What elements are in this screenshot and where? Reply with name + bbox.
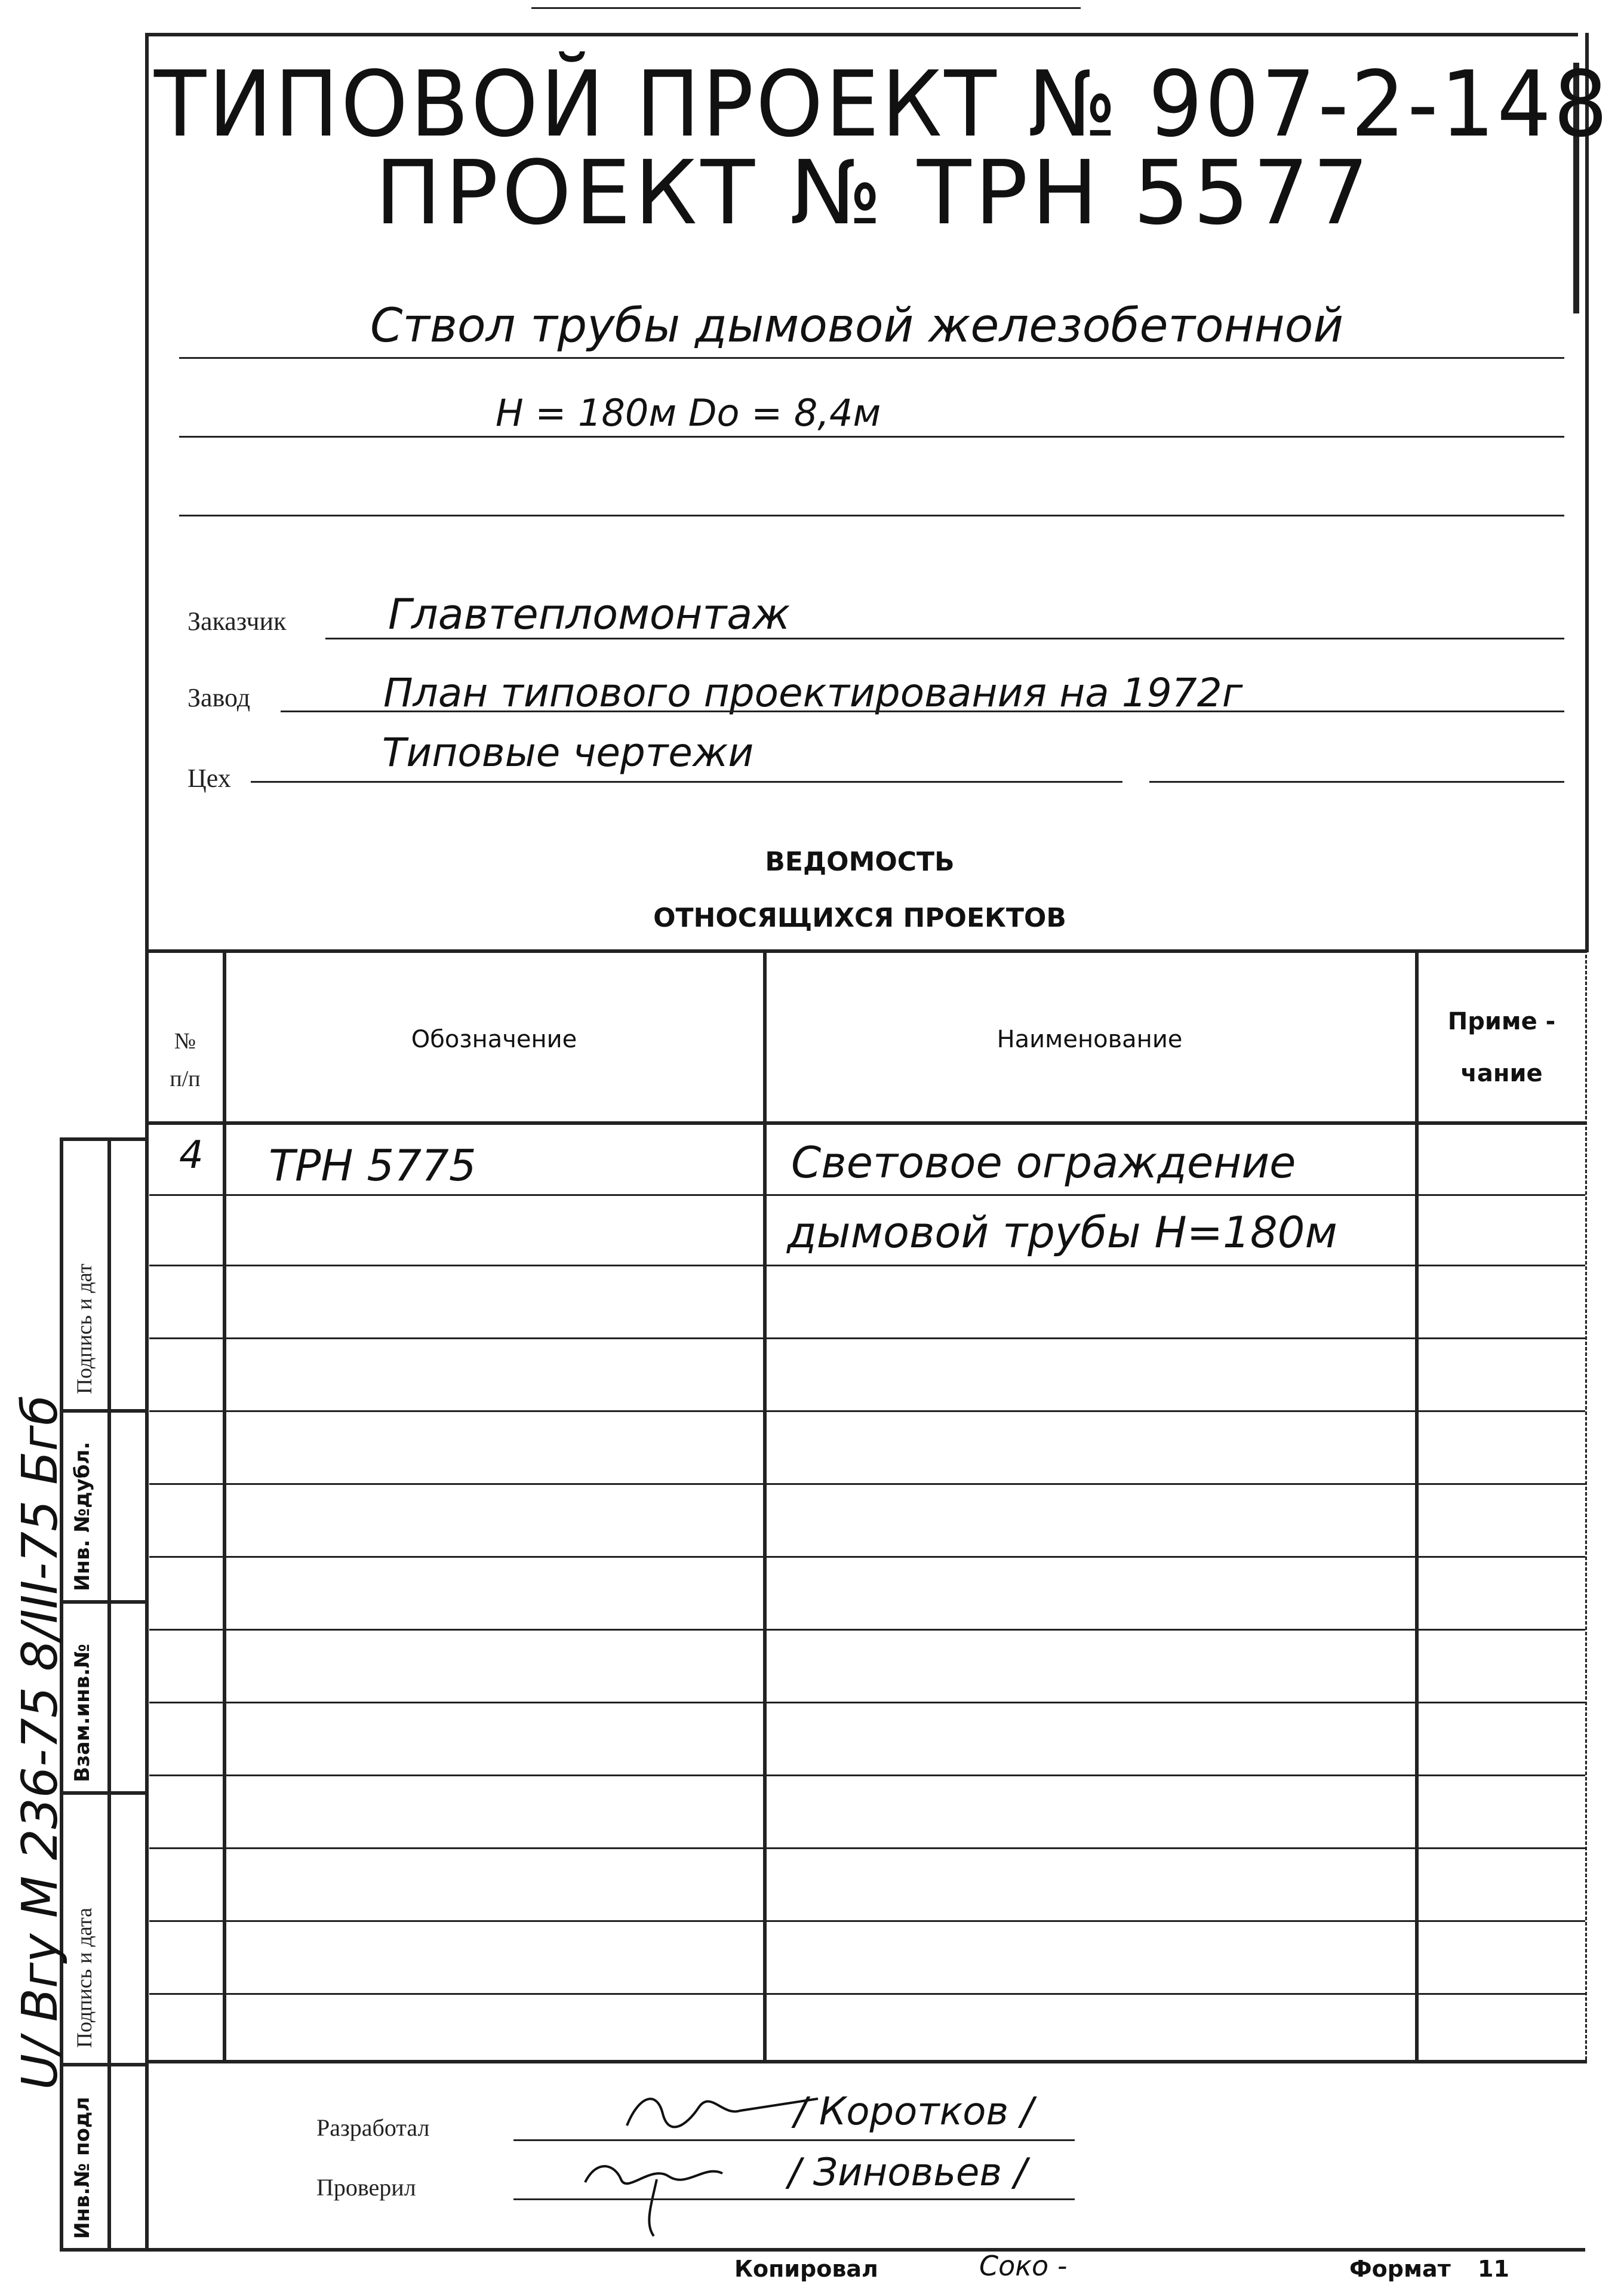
col-num-header-2: п/п <box>170 1066 201 1091</box>
stamp-handwritten: U/ Вгу M 236-75 8/III-75 Бгб <box>12 1395 69 2090</box>
heading-line-2: ОТНОСЯЩИХСЯ ПРОЕКТОВ <box>653 903 1066 933</box>
col-designation-header: Обозначение <box>411 1026 577 1053</box>
developed-rule <box>513 2139 1075 2141</box>
row-line-8 <box>149 1702 1585 1703</box>
format-value: 11 <box>1478 2256 1509 2282</box>
field-shop-rule-a <box>251 781 1122 783</box>
top-edge-line <box>531 7 1081 9</box>
frame-right <box>1585 33 1589 952</box>
subject-rule-1 <box>179 357 1564 359</box>
row-line-3 <box>149 1337 1585 1339</box>
row-1-num: 4 <box>179 1133 204 1177</box>
row-line-7 <box>149 1629 1585 1631</box>
heading-line-1: ВЕДОМОСТЬ <box>765 847 955 877</box>
copied-by: Соко - <box>979 2250 1068 2282</box>
field-plant-rule <box>281 711 1564 712</box>
row-1-name: Световое ограждение <box>791 1137 1296 1188</box>
field-customer-rule <box>325 638 1564 639</box>
table-header-bottom <box>145 1121 1587 1125</box>
row-line-12 <box>149 1993 1585 1995</box>
table-col-2 <box>763 949 767 2060</box>
subject-line-2: H = 180м Do = 8,4м <box>496 391 881 435</box>
row-line-5 <box>149 1483 1585 1485</box>
stamp-inv-dupl: Инв. №дубл. <box>70 1441 94 1591</box>
subject-rule-3 <box>179 515 1564 516</box>
table-top <box>145 949 1587 953</box>
field-customer-value: Главтепломонтаж <box>388 590 791 639</box>
checked-name: / Зиновьев / <box>788 2151 1027 2195</box>
field-plant-value: План типового проектирования на 1972г <box>383 670 1243 716</box>
checked-rule <box>513 2198 1075 2200</box>
field-shop-label: Цех <box>187 764 231 793</box>
developed-name: / Коротков / <box>794 2090 1034 2134</box>
stamp-vzam: Взам.инв.№ <box>70 1644 94 1782</box>
field-customer-label: Заказчик <box>187 607 287 636</box>
title-line-1: ТИПОВОЙ ПРОЕКТ № 907-2-148 <box>154 51 1610 157</box>
stamp-sign-date-1: Подпись и дат <box>72 1263 96 1394</box>
col-name-header: Наименование <box>996 1026 1183 1053</box>
stamp-inv-podl: Инв.№ подл <box>70 2096 94 2239</box>
frame-top <box>145 33 1578 36</box>
row-line-1 <box>149 1194 1585 1196</box>
row-1-designation: ТРН 5775 <box>269 1140 476 1191</box>
stamp-sign-date-2: Подпись и дата <box>72 1908 96 2048</box>
developed-label: Разработал <box>316 2114 430 2141</box>
stamp-div-1 <box>60 1409 147 1413</box>
title-line-2: ПРОЕКТ № ТРН 5577 <box>375 142 1373 244</box>
stamp-div-2 <box>60 1600 147 1604</box>
developed-signature-icon <box>621 2084 824 2138</box>
col-num-header-1: № <box>174 1029 196 1054</box>
copied-label: Копировал <box>734 2256 878 2282</box>
stamp-top <box>60 1137 147 1141</box>
subject-rule-2 <box>179 436 1564 438</box>
row-line-6 <box>149 1556 1585 1558</box>
checked-label: Проверил <box>316 2174 416 2201</box>
frame-bottom <box>60 2248 1585 2252</box>
subject-line-1: Ствол трубы дымовой железобетонной <box>370 299 1344 353</box>
table-right-dashed <box>1585 949 1587 2060</box>
field-plant-label: Завод <box>187 683 251 712</box>
stamp-div-4 <box>60 2063 147 2066</box>
row-line-10 <box>149 1847 1585 1849</box>
table-col-3 <box>1415 949 1419 2060</box>
col-note-header-1: Приме - <box>1447 1008 1556 1035</box>
col-note-header-2: чание <box>1460 1060 1543 1087</box>
stamp-div-3 <box>60 1791 147 1795</box>
row-line-2 <box>149 1265 1585 1266</box>
field-shop-value: Типовые чертежи <box>382 730 754 776</box>
row-2-name: дымовой трубы H=180м <box>787 1207 1337 1257</box>
checked-signature-icon <box>573 2146 776 2242</box>
table-bottom <box>145 2060 1587 2063</box>
stamp-inner-line <box>107 1137 111 2248</box>
row-line-11 <box>149 1920 1585 1922</box>
table-col-1 <box>223 949 226 2060</box>
format-label: Формат <box>1349 2256 1451 2282</box>
row-line-4 <box>149 1410 1585 1412</box>
field-shop-rule-b <box>1149 781 1564 783</box>
row-line-9 <box>149 1774 1585 1776</box>
